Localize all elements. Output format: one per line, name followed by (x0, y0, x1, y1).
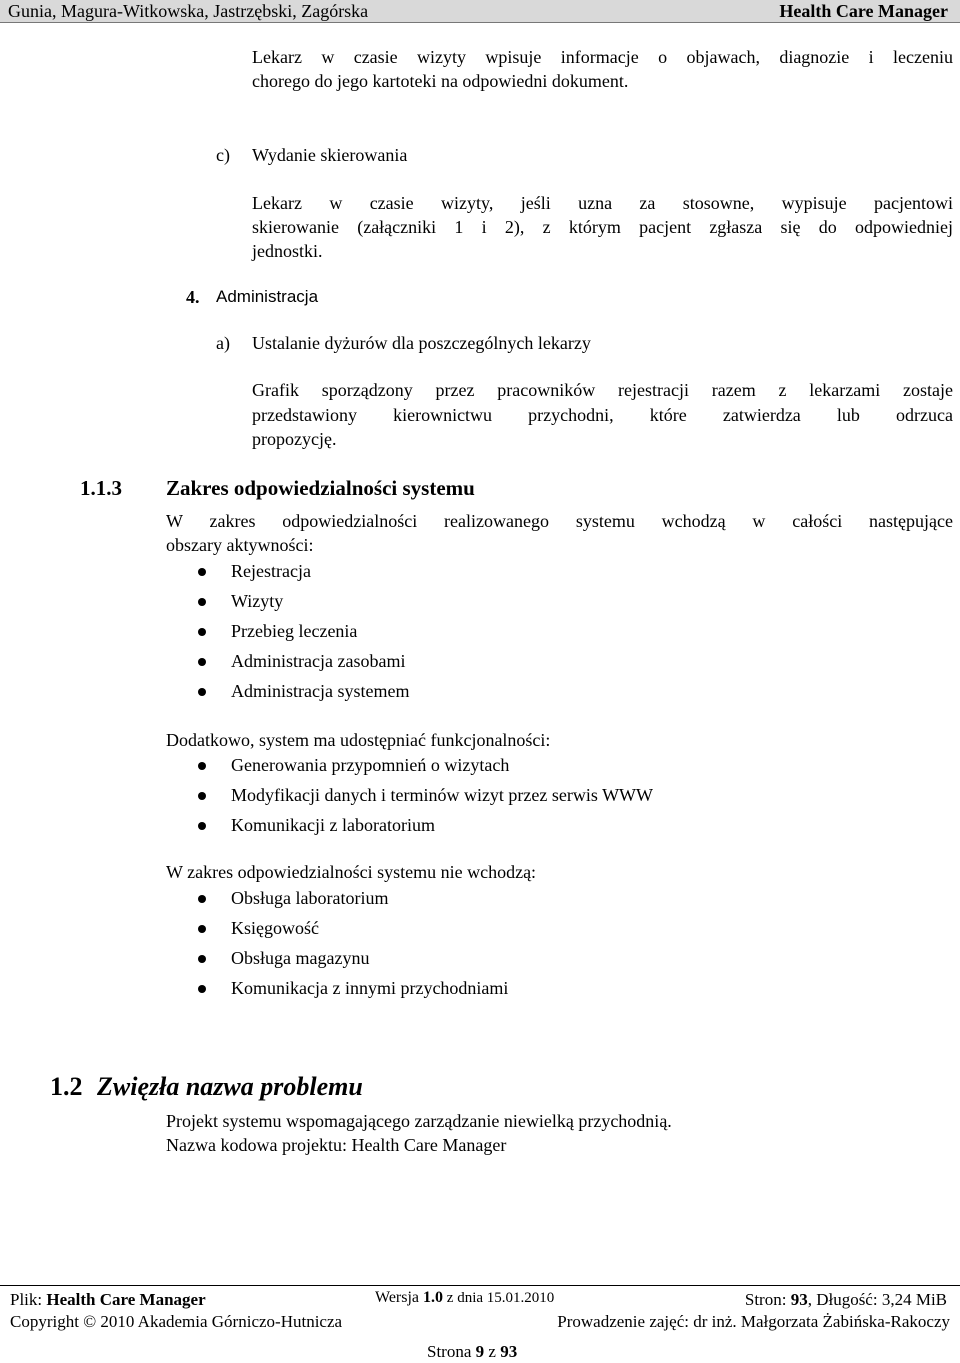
bullet-icon (198, 822, 206, 830)
admin-number: 4. (186, 287, 200, 307)
list-item: Administracja zasobami (196, 650, 409, 680)
list-item: Wizyty (196, 590, 409, 620)
footer-page-number: Strona 9 z 93 (427, 1342, 518, 1361)
bullet-icon (198, 688, 206, 696)
wizyty-intro-line1: Lekarz w czasie wizyty wpisuje informacje o objawach, diagnozie i leczeniu (252, 47, 953, 67)
areas-list (196, 560, 409, 710)
page-header (0, 0, 960, 23)
bullet-icon (198, 792, 206, 800)
list-item: Przebieg leczenia (196, 620, 409, 650)
bullet-icon (198, 925, 206, 933)
bullet-icon (198, 658, 206, 666)
list-item: Komunikacja z innymi przychodniami (196, 977, 508, 1007)
footer-rule (0, 1285, 960, 1286)
list-item: Komunikacji z laboratorium (196, 814, 653, 844)
section-12-title: Zwięzła nazwa problemu (97, 1072, 363, 1101)
footer-file-name: Health Care Manager (46, 1290, 206, 1309)
list-item: Administracja systemem (196, 680, 409, 710)
excluded-list (196, 887, 508, 1007)
item-a-line1: Grafik sporządzony przez pracowników rejestracji razem z lekarzami zostaje (252, 380, 953, 400)
list-item: Obsługa laboratorium (196, 887, 508, 917)
section-12-number: 1.2 (50, 1072, 83, 1101)
bullet-icon (198, 955, 206, 963)
footer-file: Plik: Health Care Manager (10, 1290, 206, 1309)
section-113-number: 1.1.3 (80, 476, 122, 500)
wizyty-intro-line2: chorego do jego kartoteki na odpowiedni dokument. (252, 71, 629, 91)
item-c-line1: Lekarz w czasie wizyty, jeśli uzna za stosowne, wypisuje pacjentowi (252, 193, 953, 213)
section-12-heading (50, 1073, 363, 1101)
bullet-icon (198, 762, 206, 770)
bullet-icon (198, 895, 206, 903)
section-113-p1-line2: obszary aktywności: (166, 535, 314, 555)
bullet-icon (198, 598, 206, 606)
footer-pages-count: 93 (790, 1290, 808, 1309)
bullet-icon (198, 985, 206, 993)
section-12-line1: Projekt systemu wspomagającego zarządzanie niewielką przychodnią. (166, 1111, 672, 1131)
footer-version-number: 1.0 (423, 1289, 444, 1306)
footer-pages: Stron: 93, Długość: 3,24 MiB (744, 1290, 947, 1309)
header-authors: Gunia, Magura-Witkowska, Jastrzębski, Zagórska (8, 1, 369, 21)
item-c-title: Wydanie skierowania (252, 145, 408, 165)
footer-teacher: Prowadzenie zajęć: dr inż. Małgorzata Żabińska-Rakoczy (557, 1312, 950, 1331)
extras-list (196, 754, 653, 844)
item-c-line2: skierowanie (załączniki 1 i 2), z którym pacjent zgłasza się do odpowiedniej (252, 217, 953, 237)
item-a-label: a) (216, 333, 230, 353)
item-a-line3: propozycję. (252, 429, 337, 449)
footer-version: Wersja 1.0 z dnia 15.01.2010 (375, 1289, 555, 1306)
item-a-line2: przedstawiony kierownictwu przychodni, które zatwierdza lub odrzuca (252, 405, 953, 425)
item-a-title: Ustalanie dyżurów dla poszczególnych lekarzy (252, 333, 591, 353)
admin-title: Administracja (216, 287, 319, 306)
list-item: Modyfikacji danych i terminów wizyt przez serwis WWW (196, 784, 653, 814)
bullet-icon (198, 628, 206, 636)
section-113-p1-line1: W zakres odpowiedzialności realizowanego systemu wchodzą w całości następujące (166, 511, 953, 531)
list-item: Generowania przypomnień o wizytach (196, 754, 653, 784)
section-113-p2: Dodatkowo, system ma udostępniać funkcjonalności: (166, 730, 551, 750)
section-113-title: Zakres odpowiedzialności systemu (166, 476, 475, 500)
section-12-line2: Nazwa kodowa projektu: Health Care Manager (166, 1135, 507, 1155)
header-title: Health Care Manager (779, 1, 948, 21)
footer-copyright: Copyright © 2010 Akademia Górniczo-Hutnicza (10, 1312, 343, 1331)
list-item: Obsługa magazynu (196, 947, 508, 977)
item-c-line3: jednostki. (252, 241, 323, 261)
list-item: Księgowość (196, 917, 508, 947)
section-113-p3: W zakres odpowiedzialności systemu nie wchodzą: (166, 862, 537, 882)
item-c-label: c) (216, 145, 230, 165)
list-item: Rejestracja (196, 560, 409, 590)
bullet-icon (198, 568, 206, 576)
